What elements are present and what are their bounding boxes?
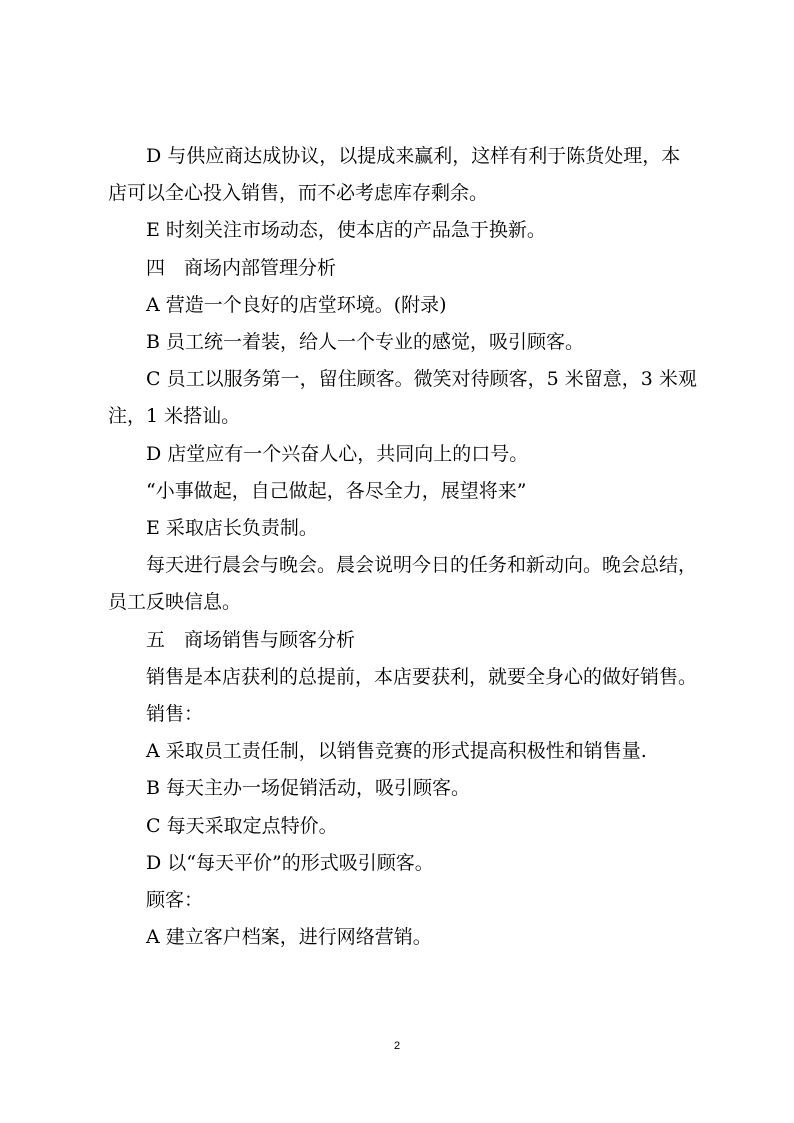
paragraph-special-price: C 每天采取定点特价。 — [146, 814, 338, 837]
section-heading-internal-management: 四 商场内部管理分析 — [146, 256, 337, 279]
paragraph-uniform: B 员工统一着装，给人一个专业的感觉，吸引顾客。 — [146, 331, 585, 354]
paragraph-slogan: “小事做起，自己做起，各尽全力，展望将来” — [146, 479, 527, 502]
paragraph-everyday-low-price: D 以“每天平价”的形式吸引顾客。 — [146, 851, 434, 874]
subheading-customers: 顾客： — [146, 889, 204, 912]
paragraph-responsibility-system: A 采取员工责任制，以销售竞赛的形式提高积极性和销售量. — [146, 740, 647, 763]
document-body — [108, 138, 698, 956]
paragraph-store-environment: A 营造一个良好的店堂环境。(附录) — [146, 293, 447, 316]
section-heading-sales-customers: 五 商场销售与顾客分析 — [146, 628, 356, 651]
paragraph-sales-premise: 销售是本店获利的总提前，本店要获利，就要全身心的做好销售。 — [146, 665, 698, 688]
paragraph-slogan-intro: D 店堂应有一个兴奋人心，共同向上的口号。 — [146, 442, 529, 465]
paragraph-supplier-agreement: D 与供应商达成协议，以提成来赢利，这样有利于陈货处理，本店可以全心投入销售，而不必考虑库存剩余。 — [108, 145, 681, 205]
paragraph-customer-records: A 建立客户档案，进行网络营销。 — [146, 926, 432, 949]
paragraph-daily-promotion: B 每天主办一场促销活动，吸引顾客。 — [146, 777, 471, 800]
paragraph-market-dynamics: E 时刻关注市场动态，使本店的产品急于换新。 — [146, 219, 546, 242]
paragraph-manager-responsibility: E 采取店长负责制。 — [146, 517, 318, 540]
page-number: 2 — [393, 1040, 401, 1052]
paragraph-service-first: C 员工以服务第一，留住顾客。微笑对待顾客，5 米留意，3 米观注，1 米搭讪。 — [108, 368, 697, 428]
paragraph-daily-meetings: 每天进行晨会与晚会。晨会说明今日的任务和新动向。晚会总结，员工反映信息。 — [108, 554, 698, 614]
subheading-sales: 销售： — [146, 703, 204, 726]
